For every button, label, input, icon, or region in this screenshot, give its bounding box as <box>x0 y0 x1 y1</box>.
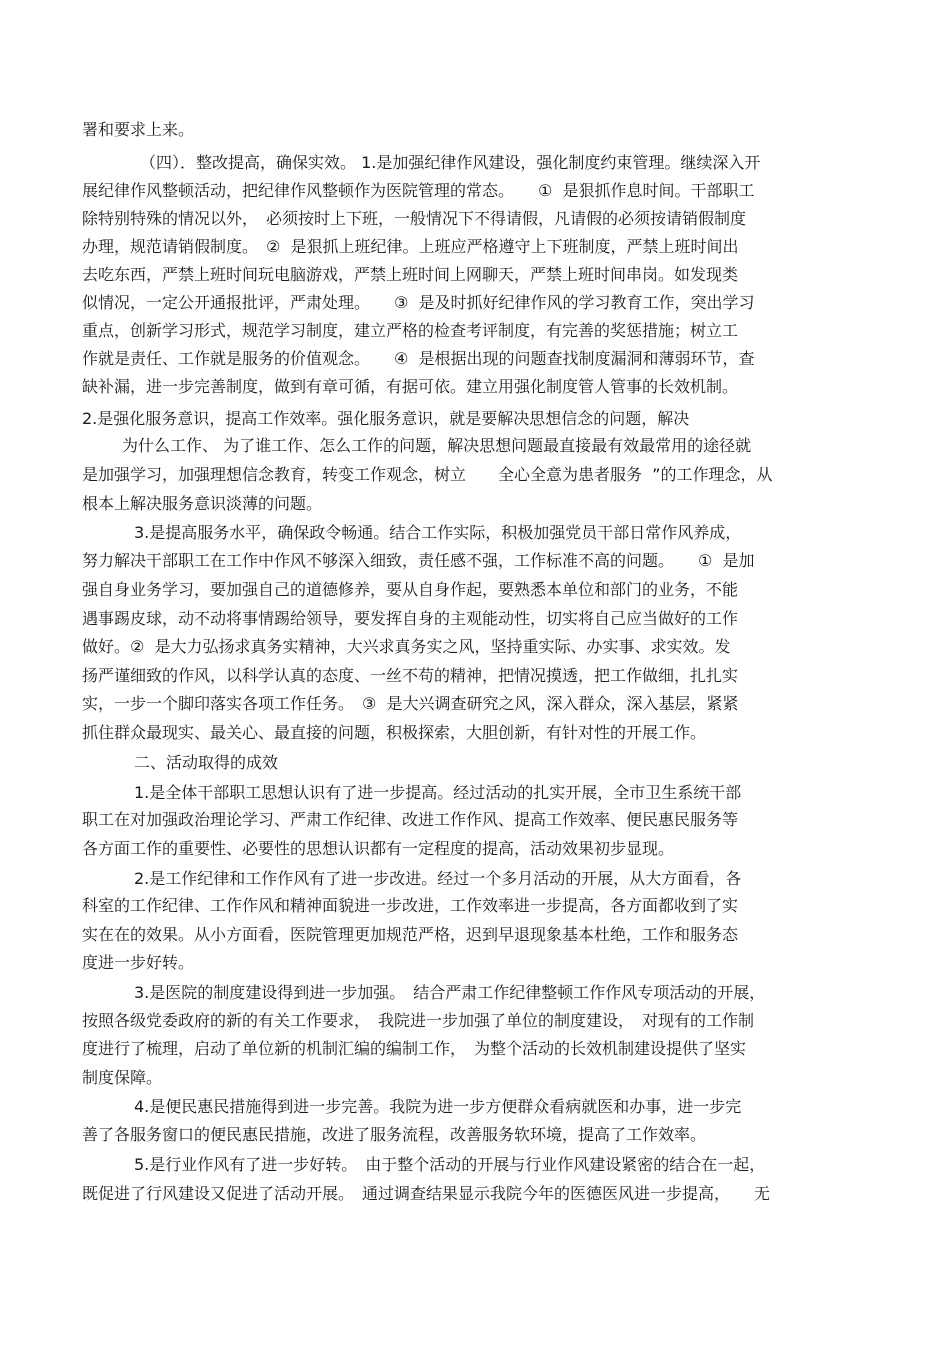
text-line: 办理，规范请销假制度。 ② 是狠抓上班纪律。上班应严格遵守上下班制度，严禁上班时间出 <box>82 237 739 256</box>
text-line: 缺补漏，进一步完善制度，做到有章可循，有据可依。建立用强化制度管人管事的长效机制。 <box>82 377 739 396</box>
section-heading: 二、活动取得的成效 <box>134 753 279 772</box>
text-line: 为什么工作、 为了谁工作、怎么工作的问题，解决思想问题最直接最有效最常用的途径就 <box>122 436 752 455</box>
text-line: 去吃东西，严禁上班时间玩电脑游戏，严禁上班时间上网聊天，严禁上班时间串岗。如发现类 <box>82 265 739 284</box>
text-line: 5.是行业作风有了进一步好转。 由于整个活动的开展与行业作风建设紧密的结合在一起， <box>134 1155 766 1174</box>
text-line: 各方面工作的重要性、必要性的思想认识都有一定程度的提高，活动效果初步显现。 <box>82 839 675 858</box>
text-line: 科室的工作纪律、工作作风和精神面貌进一步改进，工作效率进一步提高，各方面都收到了实 <box>82 896 739 915</box>
text-line: 抓住群众最现实、最关心、最直接的问题，积极探索，大胆创新，有针对性的开展工作。 <box>82 723 707 742</box>
text-line: 3.是医院的制度建设得到进一步加强。 结合严肃工作纪律整顿工作作风专项活动的开展， <box>134 983 766 1002</box>
text-line: 2.是工作纪律和工作作风有了进一步改进。经过一个多月活动的开展，从大方面看，各 <box>134 869 742 888</box>
text-line: 制度保障。 <box>82 1068 163 1087</box>
text-line: 扬严谨细致的作风，以科学认真的态度、一丝不苟的精神，把情况摸透，把工作做细，扎扎实 <box>82 666 739 685</box>
text-line: （四）．整改提高，确保实效。 1.是加强纪律作风建设，强化制度约束管理。继续深入开 <box>140 153 761 172</box>
text-line: 实在在的效果。从小方面看，医院管理更加规范严格，迟到早退现象基本杜绝，工作和服务态 <box>82 925 739 944</box>
text-line: 职工在对加强政治理论学习、严肃工作纪律、改进工作作风、提高工作效率、便民惠民服务等 <box>82 810 739 829</box>
text-line: 做好。② 是大力弘扬求真务实精神，大兴求真务实之风，坚持重实际、办实事、求实效。发 <box>82 637 731 656</box>
text-line: 作就是责任、工作就是服务的价值观念。 ④ 是根据出现的问题查找制度漏洞和薄弱环节，查 <box>82 349 755 368</box>
text-line: 是加强学习，加强理想信念教育，转变工作观念，树立 全心全意为患者服务 ”的工作理念，从 <box>82 465 773 484</box>
text-line: 展纪律作风整顿活动，把纪律作风整顿作为医院管理的常态。 ① 是狠抓作息时间。干部职工 <box>82 181 755 200</box>
text-line: 既促进了行风建设又促进了活动开展。 通过调查结果显示我院今年的医德医风进一步提高， 无 <box>82 1184 771 1203</box>
text-line: 善了各服务窗口的便民惠民措施，改进了服务流程，改善服务软环境，提高了工作效率。 <box>82 1125 707 1144</box>
text-line: 似情况，一定公开通报批评，严肃处理。 ③ 是及时抓好纪律作风的学习教育工作，突出学习 <box>82 293 755 312</box>
text-line: 除特别特殊的情况以外， 必须按时上下班，一般情况下不得请假，凡请假的必须按请销假制度 <box>82 209 747 228</box>
text-line: 强自身业务学习，要加强自己的道德修养，要从自身作起，要熟悉本单位和部门的业务，不能 <box>82 580 739 599</box>
text-line: 实，一步一个脚印落实各项工作任务。 ③ 是大兴调查研究之风，深入群众，深入基层，紧紧 <box>82 694 739 713</box>
text-line: 根本上解决服务意识淡薄的问题。 <box>82 494 323 513</box>
text-line: 度进行了梳理，启动了单位新的机制汇编的编制工作， 为整个活动的长效机制建设提供了坚实 <box>82 1039 747 1058</box>
text-line: 遇事踢皮球，动不动将事情踢给领导，要发挥自身的主观能动性，切实将自己应当做好的工作 <box>82 609 739 628</box>
text-line: 努力解决干部职工在工作中作风不够深入细致，责任感不强，工作标准不高的问题。 ① 是加 <box>82 551 755 570</box>
text-line: 3.是提高服务水平，确保政令畅通。结合工作实际，积极加强党员干部日常作风养成， <box>134 523 742 542</box>
text-line: 2.是强化服务意识，提高工作效率。强化服务意识，就是要解决思想信念的问题，解决 <box>82 409 690 428</box>
text-line: 1.是全体干部职工思想认识有了进一步提高。经过活动的扎实开展，全市卫生系统干部 <box>134 783 742 802</box>
text-line: 按照各级党委政府的新的有关工作要求， 我院进一步加强了单位的制度建设， 对现有的工作制 <box>82 1011 755 1030</box>
text-line: 度进一步好转。 <box>82 953 195 972</box>
text-line: 署和要求上来。 <box>82 120 195 139</box>
text-line: 4.是便民惠民措施得到进一步完善。我院为进一步方便群众看病就医和办事，进一步完 <box>134 1097 742 1116</box>
text-line: 重点，创新学习形式，规范学习制度，建立严格的检查考评制度，有完善的奖惩措施；树立工 <box>82 321 739 340</box>
